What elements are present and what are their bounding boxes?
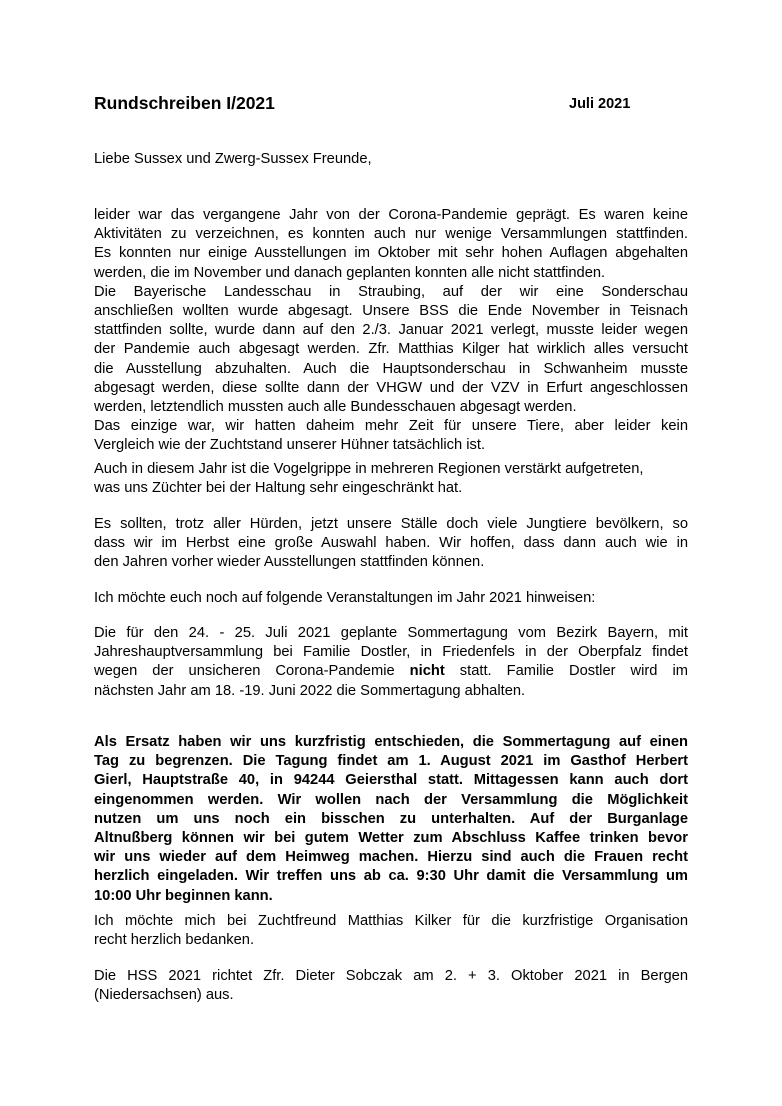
paragraph-young-animals: Es sollten, trotz aller Hürden, jetzt unsere Ställe doch viele Jungtiere bevölkern, so dass wir im Herbst eine große Auswahl haben. Wir hoffen, dass dann auch wie in den Jahren vorher wieder Ausstellungen stattfinden können. xyxy=(94,516,688,571)
paragraph-pandemic: leider war das vergangene Jahr von der Corona-Pandemie geprägt. Es waren keine Aktivitäten zu verzeichnen, es konnten auch nur wenige Versammlungen stattfinden. Es konnten nur einige Ausstellungen im Oktober mit sehr hohen Auflagen abgehalten werden, die im November und danach geplanten konnten alle nicht stattfinden. Die Bayerische Landesschau in Straubing, auf der wir eine Sonderschau anschließen wollten wurde abgesagt. Unsere BSS die Ende November in Teisnach stattfinden sollte, wurde dann auf den 2./3. Januar 2021 verlegt, musste leider wegen der Pandemie auch abgesagt werden. Zfr. Matthias Kilger hat wirklich alles versucht die Ausstellung abzuhalten. Auch die Hauptsonderschau in Schwanheim musste abgesagt werden, diese sollte dann der VHGW und der VZV in Erfurt angeschlossen werden, letztendlich mussten auch alle Bundesschauen abgesagt werden. Das einzige war, wir hatten daheim mehr Zeit für unsere Tiere, aber leider kein Vergleich wie der Zuchtstand unserer Hühner tatsächlich ist. xyxy=(94,207,688,454)
paragraph-summer-meeting: Die für den 24. - 25. Juli 2021 geplante Sommertagung vom Bezirk Bayern, mit Jahreshauptversammlung bei Familie Dostler, in Friedenfels in der Oberpfalz findet wegen der unsicheren Corona-Pandemie nicht statt. Familie Dostler wird im nächsten Jahr am 18. -19. Juni 2022 die Sommertagung abhalten. xyxy=(94,625,688,699)
paragraph-hss: Die HSS 2021 richtet Zfr. Dieter Sobczak am 2. + 3. Oktober 2021 in Bergen (Niedersachsen) aus. xyxy=(94,968,688,1004)
document-title: Rundschreiben I/2021 xyxy=(94,93,275,113)
paragraph-thanks: Ich möchte mich bei Zuchtfreund Matthias Kilker für die kurzfristige Organisation recht herzlich bedanken. xyxy=(94,913,688,949)
document-date: Juli 2021 xyxy=(569,96,631,112)
paragraph-events-intro: Ich möchte euch noch auf folgende Veranstaltungen im Jahr 2021 hinweisen: xyxy=(94,590,596,606)
emphasis-nicht: nicht xyxy=(409,663,445,680)
paragraph-replacement-meeting: Als Ersatz haben wir uns kurzfristig entschieden, die Sommertagung auf einen Tag zu begrenzen. Die Tagung findet am 1. August 2021 im Gasthof Herbert Gierl, Hauptstraße 40, in 94244 Geiersthal statt. Mittagessen kann auch dort eingenommen werden. Wir wollen nach der Versammlung die Möglichkeit nutzen um uns noch ein bisschen zu unterhalten. Auf der Burganlage Altnußberg können wir bei gutem Wetter zum Abschluss Kaffee trinken bevor wir uns wieder auf dem Heimweg machen. Hierzu sind auch die Frauen recht herzlich eingeladen. Wir treffen uns ab ca. 9:30 Uhr damit die Versammlung um 10:00 Uhr beginnen kann. xyxy=(94,734,688,904)
greeting: Liebe Sussex und Zwerg-Sussex Freunde, xyxy=(94,151,372,167)
line-not-taking-place: wegen der unsicheren Corona-Pandemie nicht statt. Familie Dostler wird im xyxy=(94,663,688,680)
paragraph-bird-flu: Auch in diesem Jahr ist die Vogelgrippe in mehreren Regionen verstärkt aufgetreten, was uns Züchter bei der Haltung sehr eingeschränkt hat. xyxy=(94,461,644,497)
